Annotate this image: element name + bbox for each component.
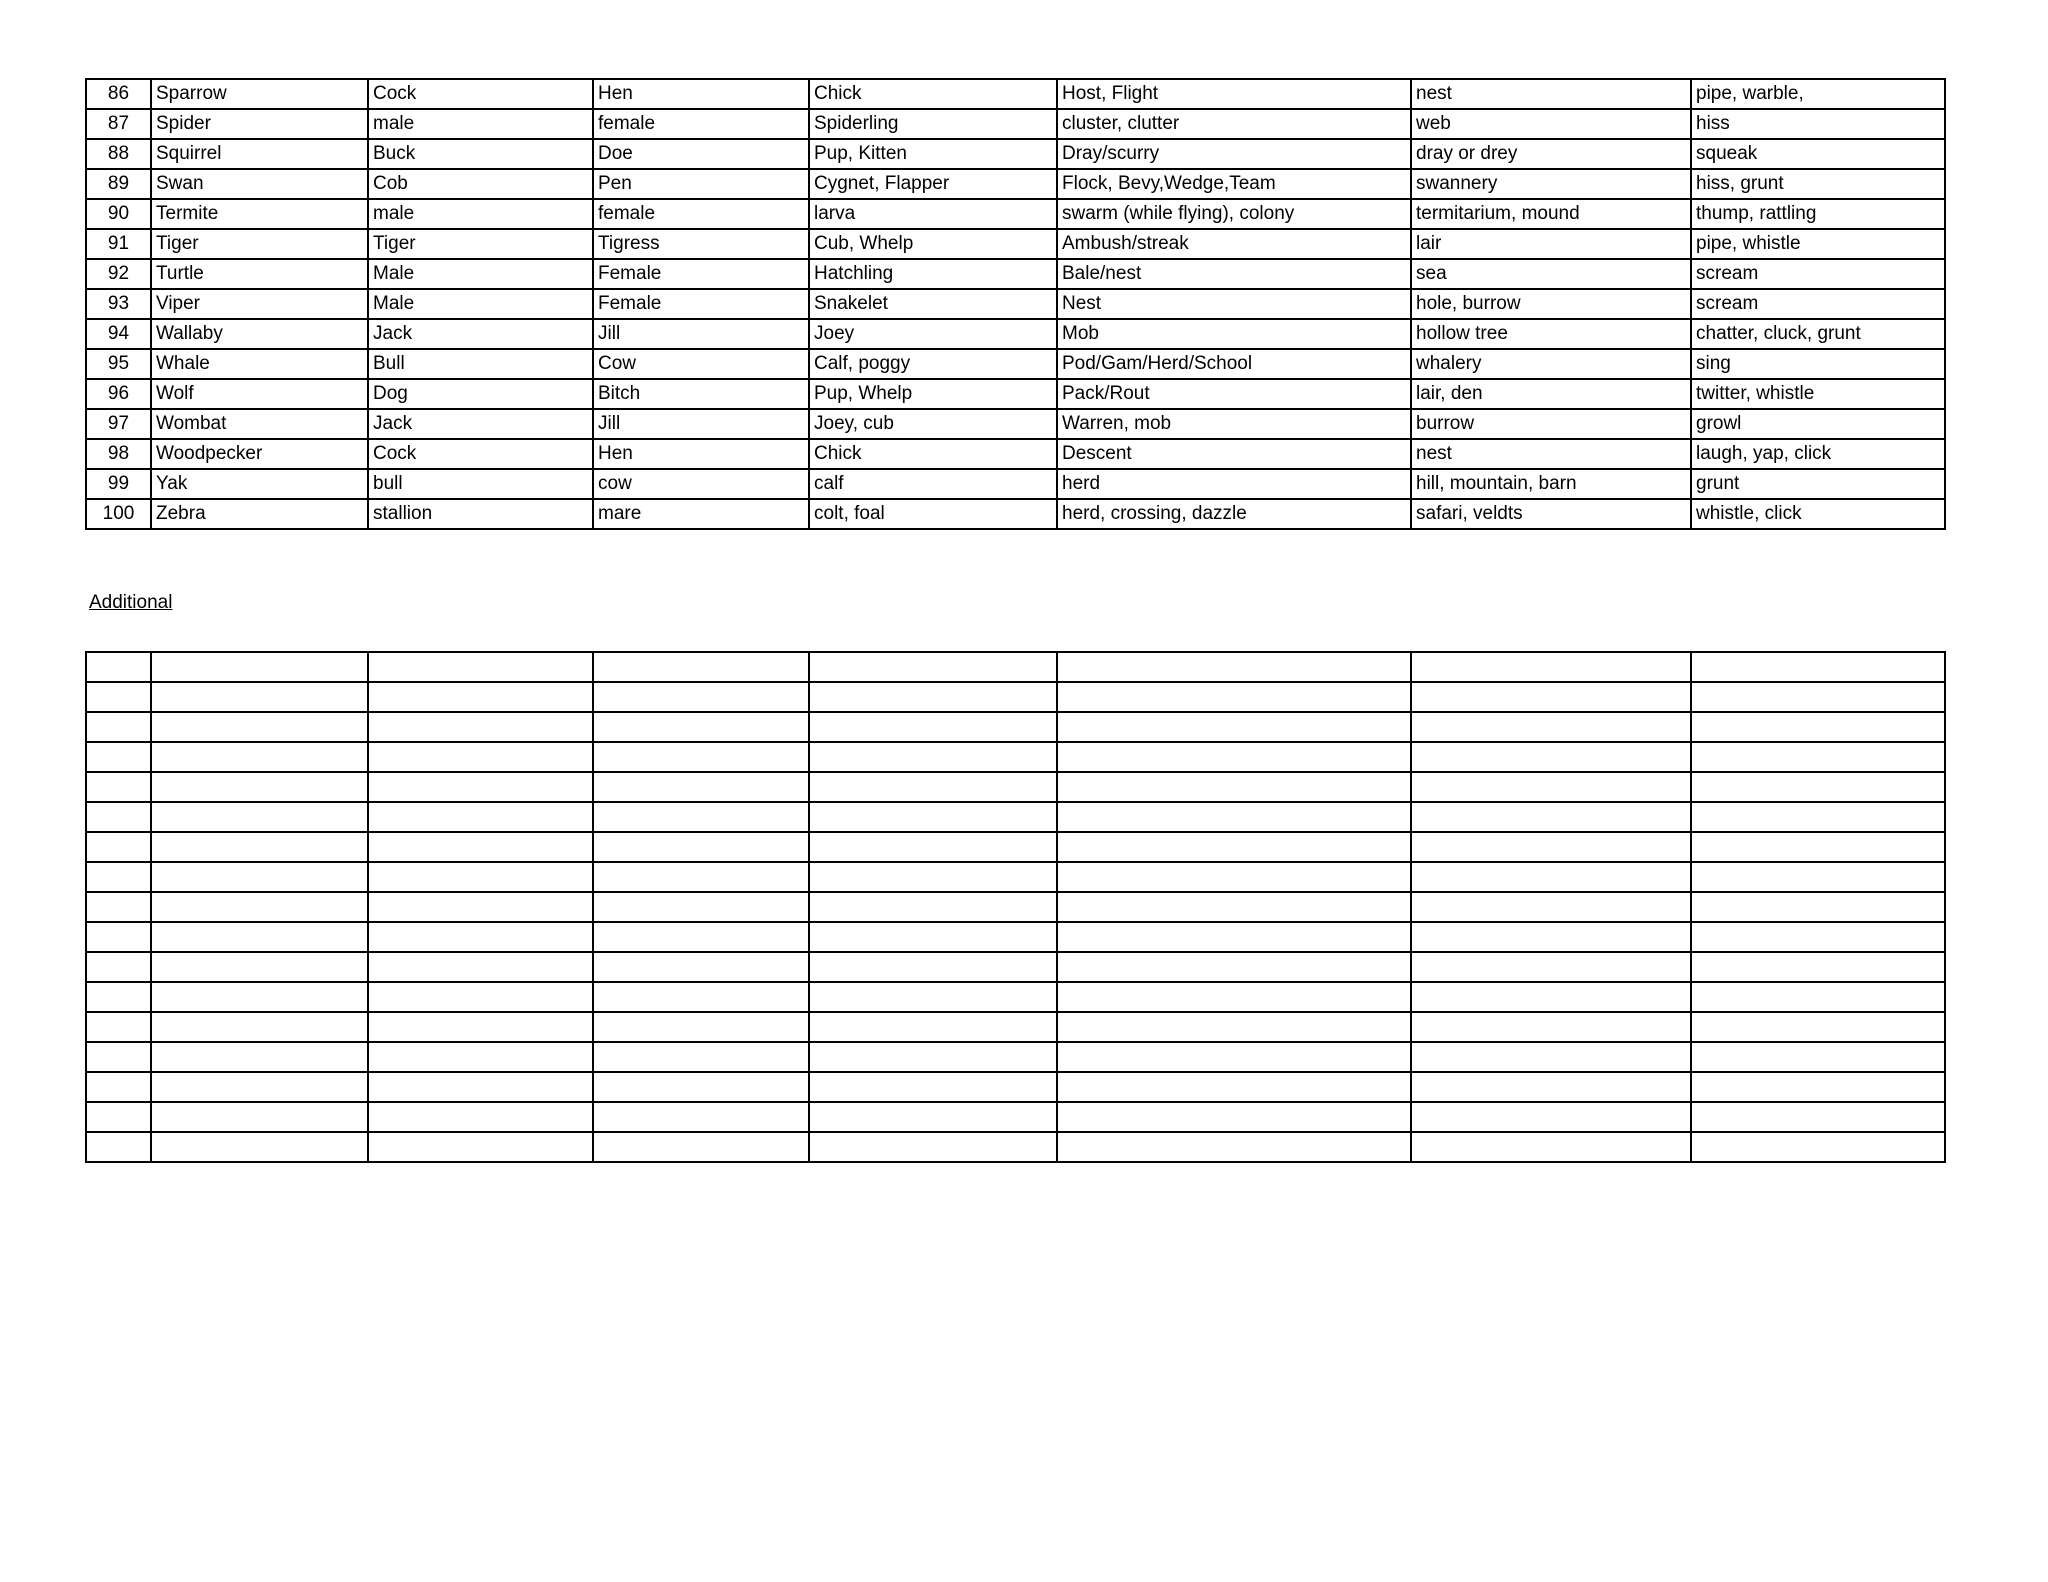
cell-male: Dog (368, 379, 593, 409)
empty-cell (1411, 802, 1691, 832)
empty-cell (368, 652, 593, 682)
table-row (86, 349, 1945, 379)
cell-home: burrow (1411, 409, 1691, 439)
empty-row (86, 892, 1945, 922)
table-row (86, 289, 1945, 319)
table-row (86, 109, 1945, 139)
empty-row (86, 772, 1945, 802)
empty-cell (1411, 682, 1691, 712)
empty-cell (1691, 862, 1945, 892)
empty-cell (1057, 892, 1411, 922)
empty-cell (368, 742, 593, 772)
empty-cell (809, 982, 1057, 1012)
empty-cell (1691, 1072, 1945, 1102)
empty-cell (368, 1072, 593, 1102)
cell-male: Bull (368, 349, 593, 379)
empty-cell (151, 1102, 368, 1132)
cell-female: Female (593, 289, 809, 319)
cell-young: Snakelet (809, 289, 1057, 319)
empty-cell (1411, 862, 1691, 892)
table-row (86, 229, 1945, 259)
empty-cell (86, 922, 151, 952)
cell-female: Jill (593, 409, 809, 439)
empty-cell (593, 682, 809, 712)
cell-group: Flock, Bevy,Wedge,Team (1057, 169, 1411, 199)
empty-cell (593, 1012, 809, 1042)
cell-young: Spiderling (809, 109, 1057, 139)
empty-cell (1691, 892, 1945, 922)
empty-cell (1691, 1012, 1945, 1042)
cell-num: 100 (86, 499, 151, 529)
table-row (86, 499, 1945, 529)
empty-row (86, 922, 1945, 952)
empty-cell (809, 892, 1057, 922)
empty-cell (151, 892, 368, 922)
empty-cell (1057, 952, 1411, 982)
cell-home: swannery (1411, 169, 1691, 199)
cell-female: Cow (593, 349, 809, 379)
empty-cell (593, 802, 809, 832)
cell-home: nest (1411, 439, 1691, 469)
cell-sound: scream (1691, 289, 1945, 319)
cell-group: Pod/Gam/Herd/School (1057, 349, 1411, 379)
cell-female: Bitch (593, 379, 809, 409)
empty-cell (809, 802, 1057, 832)
empty-cell (86, 1042, 151, 1072)
empty-cell (1691, 1132, 1945, 1162)
cell-animal: Turtle (151, 259, 368, 289)
empty-cell (809, 832, 1057, 862)
cell-num: 89 (86, 169, 151, 199)
cell-num: 96 (86, 379, 151, 409)
cell-sound: growl (1691, 409, 1945, 439)
additional-section-label: Additional (89, 592, 173, 613)
cell-animal: Sparrow (151, 79, 368, 109)
empty-cell (368, 772, 593, 802)
cell-sound: hiss (1691, 109, 1945, 139)
empty-cell (1057, 1012, 1411, 1042)
empty-cell (151, 1132, 368, 1162)
empty-cell (368, 1102, 593, 1132)
empty-cell (1411, 1102, 1691, 1132)
empty-cell (368, 952, 593, 982)
empty-cell (151, 1012, 368, 1042)
cell-male: Male (368, 259, 593, 289)
cell-sound: hiss, grunt (1691, 169, 1945, 199)
cell-female: female (593, 199, 809, 229)
cell-animal: Zebra (151, 499, 368, 529)
cell-sound: pipe, warble, (1691, 79, 1945, 109)
cell-young: Chick (809, 79, 1057, 109)
cell-female: Female (593, 259, 809, 289)
empty-cell (593, 652, 809, 682)
empty-cell (1411, 712, 1691, 742)
cell-group: herd, crossing, dazzle (1057, 499, 1411, 529)
empty-cell (1057, 862, 1411, 892)
cell-female: female (593, 109, 809, 139)
cell-male: Cock (368, 439, 593, 469)
cell-sound: laugh, yap, click (1691, 439, 1945, 469)
cell-female: mare (593, 499, 809, 529)
empty-cell (1691, 712, 1945, 742)
empty-cell (1691, 742, 1945, 772)
cell-female: cow (593, 469, 809, 499)
empty-cell (86, 652, 151, 682)
cell-home: whalery (1411, 349, 1691, 379)
cell-home: hill, mountain, barn (1411, 469, 1691, 499)
cell-young: Joey (809, 319, 1057, 349)
empty-cell (151, 742, 368, 772)
cell-group: Descent (1057, 439, 1411, 469)
empty-cell (1057, 1042, 1411, 1072)
empty-cell (1691, 1042, 1945, 1072)
empty-cell (368, 892, 593, 922)
cell-male: Male (368, 289, 593, 319)
table-row (86, 139, 1945, 169)
empty-cell (1411, 952, 1691, 982)
animal-names-table (85, 78, 1946, 530)
cell-group: swarm (while flying), colony (1057, 199, 1411, 229)
cell-young: Calf, poggy (809, 349, 1057, 379)
empty-cell (86, 802, 151, 832)
empty-cell (368, 1132, 593, 1162)
empty-cell (86, 1012, 151, 1042)
empty-cell (1057, 1102, 1411, 1132)
empty-cell (368, 802, 593, 832)
cell-young: larva (809, 199, 1057, 229)
empty-cell (1057, 802, 1411, 832)
additional-empty-table (85, 651, 1946, 1163)
empty-cell (368, 1012, 593, 1042)
cell-animal: Wolf (151, 379, 368, 409)
empty-cell (86, 712, 151, 742)
cell-num: 94 (86, 319, 151, 349)
empty-row (86, 982, 1945, 1012)
cell-male: Cob (368, 169, 593, 199)
cell-young: Chick (809, 439, 1057, 469)
cell-sound: squeak (1691, 139, 1945, 169)
cell-young: Cub, Whelp (809, 229, 1057, 259)
empty-cell (1411, 1042, 1691, 1072)
cell-home: safari, veldts (1411, 499, 1691, 529)
empty-cell (368, 862, 593, 892)
empty-cell (809, 772, 1057, 802)
empty-cell (809, 952, 1057, 982)
empty-cell (1057, 832, 1411, 862)
cell-sound: sing (1691, 349, 1945, 379)
cell-home: termitarium, mound (1411, 199, 1691, 229)
cell-num: 97 (86, 409, 151, 439)
cell-num: 87 (86, 109, 151, 139)
cell-male: bull (368, 469, 593, 499)
cell-young: calf (809, 469, 1057, 499)
empty-cell (809, 862, 1057, 892)
empty-cell (1411, 1012, 1691, 1042)
empty-row (86, 862, 1945, 892)
empty-cell (1057, 1132, 1411, 1162)
cell-young: colt, foal (809, 499, 1057, 529)
cell-group: Nest (1057, 289, 1411, 319)
empty-cell (368, 682, 593, 712)
empty-cell (86, 742, 151, 772)
cell-animal: Viper (151, 289, 368, 319)
empty-cell (1057, 922, 1411, 952)
empty-cell (809, 712, 1057, 742)
empty-cell (86, 862, 151, 892)
empty-cell (593, 772, 809, 802)
empty-cell (86, 682, 151, 712)
cell-group: Bale/nest (1057, 259, 1411, 289)
empty-cell (809, 742, 1057, 772)
cell-sound: grunt (1691, 469, 1945, 499)
empty-cell (1691, 682, 1945, 712)
empty-row (86, 652, 1945, 682)
empty-row (86, 1042, 1945, 1072)
empty-cell (593, 742, 809, 772)
empty-cell (151, 712, 368, 742)
cell-home: lair (1411, 229, 1691, 259)
cell-num: 92 (86, 259, 151, 289)
empty-cell (1691, 952, 1945, 982)
cell-male: Jack (368, 409, 593, 439)
empty-cell (1411, 1132, 1691, 1162)
table-row (86, 169, 1945, 199)
cell-group: herd (1057, 469, 1411, 499)
cell-num: 99 (86, 469, 151, 499)
table-row (86, 469, 1945, 499)
empty-cell (151, 1042, 368, 1072)
cell-animal: Spider (151, 109, 368, 139)
empty-cell (1411, 982, 1691, 1012)
table-row (86, 439, 1945, 469)
empty-cell (151, 832, 368, 862)
empty-cell (151, 772, 368, 802)
cell-male: Jack (368, 319, 593, 349)
cell-female: Hen (593, 79, 809, 109)
empty-cell (368, 1042, 593, 1072)
empty-cell (593, 712, 809, 742)
empty-cell (86, 1132, 151, 1162)
cell-female: Pen (593, 169, 809, 199)
cell-home: nest (1411, 79, 1691, 109)
empty-cell (151, 922, 368, 952)
empty-cell (593, 982, 809, 1012)
empty-cell (86, 1102, 151, 1132)
empty-cell (593, 952, 809, 982)
empty-cell (1057, 982, 1411, 1012)
empty-cell (593, 832, 809, 862)
empty-cell (368, 712, 593, 742)
empty-cell (809, 1102, 1057, 1132)
cell-group: Pack/Rout (1057, 379, 1411, 409)
empty-row (86, 1102, 1945, 1132)
empty-cell (809, 1072, 1057, 1102)
empty-cell (1691, 1102, 1945, 1132)
empty-cell (593, 1132, 809, 1162)
cell-sound: whistle, click (1691, 499, 1945, 529)
empty-cell (151, 682, 368, 712)
empty-cell (809, 1132, 1057, 1162)
empty-cell (151, 952, 368, 982)
cell-female: Hen (593, 439, 809, 469)
empty-cell (1691, 802, 1945, 832)
cell-animal: Termite (151, 199, 368, 229)
empty-cell (86, 772, 151, 802)
empty-row (86, 832, 1945, 862)
empty-cell (593, 1042, 809, 1072)
empty-cell (1057, 682, 1411, 712)
empty-cell (1691, 922, 1945, 952)
empty-row (86, 952, 1945, 982)
cell-male: Buck (368, 139, 593, 169)
cell-male: Tiger (368, 229, 593, 259)
table-row (86, 199, 1945, 229)
empty-cell (1411, 832, 1691, 862)
empty-cell (86, 952, 151, 982)
empty-row (86, 1012, 1945, 1042)
empty-cell (1057, 1072, 1411, 1102)
cell-animal: Whale (151, 349, 368, 379)
empty-cell (1057, 712, 1411, 742)
empty-cell (368, 982, 593, 1012)
empty-row (86, 802, 1945, 832)
cell-num: 86 (86, 79, 151, 109)
empty-cell (151, 802, 368, 832)
empty-cell (151, 982, 368, 1012)
empty-cell (809, 682, 1057, 712)
cell-animal: Yak (151, 469, 368, 499)
cell-young: Pup, Whelp (809, 379, 1057, 409)
empty-cell (151, 862, 368, 892)
empty-cell (809, 922, 1057, 952)
cell-male: stallion (368, 499, 593, 529)
cell-home: sea (1411, 259, 1691, 289)
empty-cell (809, 652, 1057, 682)
empty-cell (1411, 892, 1691, 922)
empty-cell (1691, 772, 1945, 802)
cell-animal: Wombat (151, 409, 368, 439)
empty-cell (86, 832, 151, 862)
empty-cell (1411, 772, 1691, 802)
empty-cell (86, 892, 151, 922)
empty-cell (368, 832, 593, 862)
cell-animal: Tiger (151, 229, 368, 259)
empty-cell (593, 1072, 809, 1102)
cell-num: 90 (86, 199, 151, 229)
cell-num: 98 (86, 439, 151, 469)
empty-cell (1411, 742, 1691, 772)
cell-young: Joey, cub (809, 409, 1057, 439)
cell-male: male (368, 199, 593, 229)
empty-cell (151, 1072, 368, 1102)
cell-home: lair, den (1411, 379, 1691, 409)
cell-male: male (368, 109, 593, 139)
cell-home: hole, burrow (1411, 289, 1691, 319)
cell-sound: scream (1691, 259, 1945, 289)
empty-row (86, 682, 1945, 712)
table-row (86, 259, 1945, 289)
cell-home: dray or drey (1411, 139, 1691, 169)
empty-cell (1411, 652, 1691, 682)
cell-home: web (1411, 109, 1691, 139)
cell-sound: chatter, cluck, grunt (1691, 319, 1945, 349)
cell-female: Tigress (593, 229, 809, 259)
table-row (86, 379, 1945, 409)
empty-cell (593, 892, 809, 922)
cell-male: Cock (368, 79, 593, 109)
empty-cell (1691, 832, 1945, 862)
empty-cell (593, 922, 809, 952)
cell-animal: Swan (151, 169, 368, 199)
empty-row (86, 1072, 1945, 1102)
cell-animal: Woodpecker (151, 439, 368, 469)
cell-female: Doe (593, 139, 809, 169)
table-row (86, 79, 1945, 109)
cell-sound: thump, rattling (1691, 199, 1945, 229)
empty-cell (1691, 652, 1945, 682)
cell-sound: twitter, whistle (1691, 379, 1945, 409)
cell-animal: Wallaby (151, 319, 368, 349)
cell-group: Warren, mob (1057, 409, 1411, 439)
table-row (86, 319, 1945, 349)
empty-cell (1411, 922, 1691, 952)
table-row (86, 409, 1945, 439)
empty-cell (86, 1072, 151, 1102)
empty-cell (151, 652, 368, 682)
empty-row (86, 712, 1945, 742)
empty-cell (593, 1102, 809, 1132)
cell-group: Dray/scurry (1057, 139, 1411, 169)
cell-sound: pipe, whistle (1691, 229, 1945, 259)
cell-num: 88 (86, 139, 151, 169)
cell-num: 95 (86, 349, 151, 379)
empty-cell (809, 1012, 1057, 1042)
cell-group: Host, Flight (1057, 79, 1411, 109)
empty-cell (1057, 742, 1411, 772)
cell-young: Hatchling (809, 259, 1057, 289)
cell-home: hollow tree (1411, 319, 1691, 349)
cell-group: Mob (1057, 319, 1411, 349)
empty-cell (368, 922, 593, 952)
cell-num: 93 (86, 289, 151, 319)
empty-cell (809, 1042, 1057, 1072)
empty-cell (1057, 772, 1411, 802)
cell-female: Jill (593, 319, 809, 349)
empty-cell (1691, 982, 1945, 1012)
cell-group: Ambush/streak (1057, 229, 1411, 259)
cell-young: Cygnet, Flapper (809, 169, 1057, 199)
cell-num: 91 (86, 229, 151, 259)
cell-young: Pup, Kitten (809, 139, 1057, 169)
empty-cell (86, 982, 151, 1012)
empty-row (86, 1132, 1945, 1162)
empty-cell (1411, 1072, 1691, 1102)
empty-row (86, 742, 1945, 772)
cell-group: cluster, clutter (1057, 109, 1411, 139)
cell-animal: Squirrel (151, 139, 368, 169)
empty-cell (1057, 652, 1411, 682)
empty-cell (593, 862, 809, 892)
